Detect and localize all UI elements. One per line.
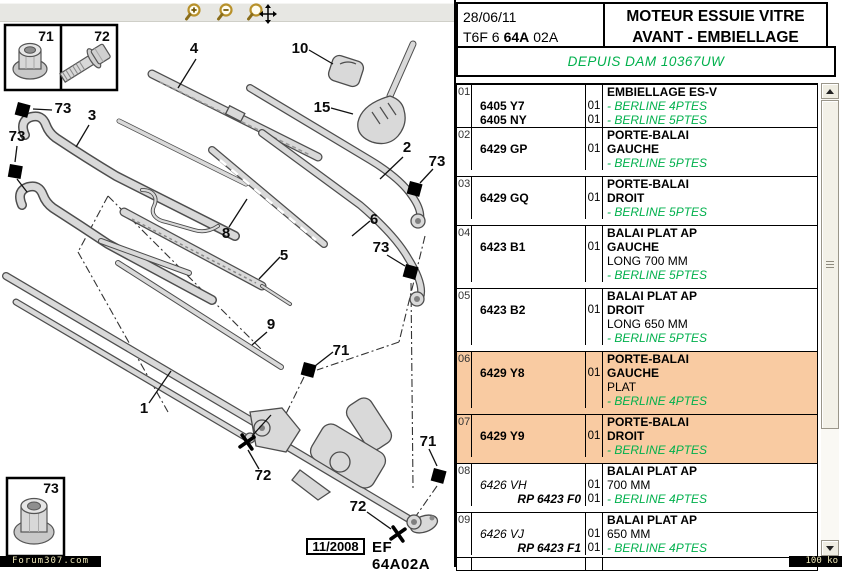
description-line: - BERLINE 5PTES xyxy=(607,205,708,219)
table-row[interactable] xyxy=(457,226,817,289)
description-line: PORTE-BALAI xyxy=(607,177,689,191)
part-number xyxy=(480,380,585,394)
callout-15: 15 xyxy=(313,99,331,116)
quantity: 01 xyxy=(587,192,601,204)
part-number-cell xyxy=(472,352,586,408)
quantity xyxy=(586,226,602,240)
marker-71-bottom xyxy=(431,468,447,484)
quantity-cell xyxy=(586,177,603,219)
description-line: - BERLINE 5PTES xyxy=(607,331,708,345)
description-cell xyxy=(603,85,817,127)
quantity xyxy=(586,394,602,408)
quantity: 01 xyxy=(587,479,601,491)
description-line: LONG 700 MM xyxy=(607,254,688,268)
quantity-cell xyxy=(586,226,603,282)
quantity xyxy=(586,205,602,219)
description-line: GAUCHE xyxy=(607,240,660,254)
inset-label-71: 71 xyxy=(38,28,54,44)
inset-fastener-71-72 xyxy=(5,25,117,90)
callout-73-a: 73 xyxy=(54,100,72,117)
description-line: EMBIELLAGE ES-V xyxy=(607,85,718,99)
part-number: RP 6423 F0 xyxy=(517,492,581,506)
part-number-cell xyxy=(472,177,586,219)
table-row[interactable] xyxy=(457,513,817,558)
callout-2: 2 xyxy=(402,139,412,156)
quantity-cell xyxy=(586,128,603,170)
part-number-cell xyxy=(472,289,586,345)
callout-73-b: 73 xyxy=(8,128,26,145)
quantity xyxy=(586,268,602,282)
description-line: BALAI PLAT AP xyxy=(607,513,697,527)
description-line: DROIT xyxy=(607,303,645,317)
quantity: 01 xyxy=(587,143,601,155)
callout-73-d: 73 xyxy=(372,239,390,256)
table-row[interactable] xyxy=(457,352,817,415)
callout-3: 3 xyxy=(87,107,97,124)
quantity: 01 xyxy=(587,100,601,112)
row-ref-number: 04 xyxy=(457,226,472,282)
vertical-scrollbar[interactable] xyxy=(821,83,839,556)
quantity xyxy=(586,317,602,331)
quantity: 01 xyxy=(587,241,601,253)
description-line: - BERLINE 5PTES xyxy=(607,156,708,170)
description-cell xyxy=(603,464,817,506)
description-line: PORTE-BALAI xyxy=(607,128,689,142)
part-number: 6423 B1 xyxy=(480,240,526,254)
header-reference-cell xyxy=(458,4,605,46)
part-number xyxy=(480,352,585,366)
part-number xyxy=(480,289,585,303)
description-cell xyxy=(603,177,817,219)
quantity-cell xyxy=(586,352,603,408)
row-ref-number: 06 xyxy=(457,352,472,408)
table-row[interactable] xyxy=(457,177,817,226)
table-row[interactable] xyxy=(457,289,817,352)
description-cell xyxy=(603,513,817,555)
description-line: BALAI PLAT AP xyxy=(607,226,697,240)
description-cell xyxy=(603,226,817,282)
part-number: 6429 GQ xyxy=(480,191,529,205)
marker-73-left xyxy=(8,164,23,179)
table-row[interactable] xyxy=(457,415,817,464)
description-line: - BERLINE 5PTES xyxy=(607,113,708,127)
part-number-cell xyxy=(472,85,586,127)
description-cell xyxy=(603,289,817,345)
quantity xyxy=(586,289,602,303)
table-row[interactable] xyxy=(457,464,817,513)
quantity xyxy=(586,415,602,429)
part-number xyxy=(480,268,585,282)
part-number: 6429 Y8 xyxy=(480,366,525,380)
description-line: 650 MM xyxy=(607,527,651,541)
quantity: 01 xyxy=(587,367,601,379)
description-cell xyxy=(603,415,817,457)
diagram-plate-code: EF 64A02A xyxy=(372,539,431,573)
part-number: 6426 VH xyxy=(480,478,527,492)
quantity: 01 xyxy=(587,528,601,540)
row-ref-number: 07 xyxy=(457,415,472,457)
catalog-header xyxy=(456,2,828,48)
description-line: BALAI PLAT AP xyxy=(607,464,697,478)
quantity xyxy=(586,254,602,268)
header-date: 28/06/11 xyxy=(463,9,517,25)
description-line: GAUCHE xyxy=(607,142,660,156)
quantity xyxy=(586,331,602,345)
scroll-up-button[interactable] xyxy=(821,83,839,99)
row-ref-number: 08 xyxy=(457,464,472,506)
description-line: PORTE-BALAI xyxy=(607,352,689,366)
callout-1: 1 xyxy=(139,400,149,417)
row-ref-number: 02 xyxy=(457,128,472,170)
quantity: 01 xyxy=(587,304,601,316)
quantity-cell xyxy=(586,464,603,506)
table-row[interactable] xyxy=(457,128,817,177)
part-number-cell xyxy=(472,226,586,282)
description-line: - BERLINE 4PTES xyxy=(607,99,708,113)
quantity-cell xyxy=(586,513,603,555)
scroll-down-button[interactable] xyxy=(821,540,839,556)
callout-4: 4 xyxy=(189,40,199,57)
inset-label-73: 73 xyxy=(43,480,59,496)
quantity: 01 xyxy=(587,114,601,126)
callout-71-b: 71 xyxy=(419,433,437,450)
description-line: PLAT xyxy=(607,380,637,394)
description-line: - BERLINE 4PTES xyxy=(607,394,708,408)
description-line: LONG 650 MM xyxy=(607,317,688,331)
row-ref-number: 09 xyxy=(457,513,472,555)
part-number xyxy=(480,415,585,429)
header-code-bold: 64A xyxy=(503,29,530,45)
marker-71-mid xyxy=(301,362,317,378)
parts-list-pane xyxy=(456,0,842,567)
description-line: - BERLINE 4PTES xyxy=(607,492,708,506)
callout-73-c: 73 xyxy=(428,153,446,170)
quantity-cell xyxy=(586,289,603,345)
part-number xyxy=(480,513,585,527)
callout-8: 8 xyxy=(221,225,231,242)
part-number xyxy=(480,156,585,170)
callout-10: 10 xyxy=(291,40,309,57)
callout-6: 6 xyxy=(369,211,379,228)
part-number-cell xyxy=(472,128,586,170)
row-ref-number: 01 xyxy=(457,85,472,127)
description-line: PORTE-BALAI xyxy=(607,415,689,429)
quantity xyxy=(586,380,602,394)
row-ref-number: 05 xyxy=(457,289,472,345)
callout-72-b: 72 xyxy=(349,498,367,515)
quantity xyxy=(586,128,602,142)
part-number xyxy=(480,205,585,219)
part-number: 6423 B2 xyxy=(480,303,526,317)
part-number xyxy=(480,394,585,408)
quantity: 01 xyxy=(587,493,601,505)
quantity xyxy=(586,177,602,191)
callout-9: 9 xyxy=(266,316,276,333)
page-title-line1: MOTEUR ESSUIE VITRE xyxy=(626,8,805,25)
description-line: GAUCHE xyxy=(607,366,660,380)
quantity xyxy=(586,156,602,170)
parts-table xyxy=(456,83,818,571)
description-line: - BERLINE 4PTES xyxy=(607,541,708,555)
description-line: 700 MM xyxy=(607,478,651,492)
description-line: BALAI PLAT AP xyxy=(607,289,697,303)
quantity: 01 xyxy=(587,542,601,554)
scroll-down-icon xyxy=(826,546,834,551)
description-cell xyxy=(603,352,817,408)
header-code xyxy=(463,27,603,47)
part-number: 6405 Y7 xyxy=(480,99,525,113)
description-line: - BERLINE 5PTES xyxy=(607,268,708,282)
watermark-label: Forum307.com xyxy=(0,556,101,567)
part-number xyxy=(480,443,585,457)
part-number-cell xyxy=(472,464,586,506)
part-number xyxy=(480,331,585,345)
description-line: DROIT xyxy=(607,191,645,205)
quantity: 01 xyxy=(587,430,601,442)
row-ref-number: 03 xyxy=(457,177,472,219)
part-number: 6429 Y9 xyxy=(480,429,525,443)
callout-5: 5 xyxy=(279,247,289,264)
page-title-line2: AVANT - EMBIELLAGE xyxy=(632,29,799,46)
part-number: 6429 GP xyxy=(480,142,528,156)
part-number xyxy=(480,177,585,191)
header-title-cell xyxy=(605,4,826,46)
callout-72-a: 72 xyxy=(254,467,272,484)
part-number xyxy=(480,317,585,331)
quantity-cell xyxy=(586,415,603,457)
part-number xyxy=(480,254,585,268)
part-number: 6426 VJ xyxy=(480,527,525,541)
scrollbar-thumb[interactable] xyxy=(821,100,839,429)
quantity xyxy=(586,352,602,366)
header-code-suffix: 02A xyxy=(533,29,559,45)
quantity xyxy=(586,464,602,478)
applicability-band: DEPUIS DAM 10367UW xyxy=(456,46,836,77)
table-row-stub xyxy=(457,558,817,570)
callout-71-a: 71 xyxy=(332,342,350,359)
diagram-date-box: 11/2008 xyxy=(306,538,365,555)
quantity-cell xyxy=(586,85,603,127)
scroll-up-icon xyxy=(826,89,834,94)
part-number xyxy=(480,85,585,99)
description-line: DROIT xyxy=(607,429,645,443)
part-number-cell xyxy=(472,415,586,457)
inset-fastener-73 xyxy=(7,478,64,556)
part-number xyxy=(480,464,585,478)
part-number: RP 6423 F1 xyxy=(517,541,581,555)
part-number-cell xyxy=(472,513,586,555)
table-row[interactable] xyxy=(457,85,817,128)
part-number xyxy=(480,128,585,142)
part-number: 6405 NY xyxy=(480,113,527,127)
file-size-label: 100 ko xyxy=(789,556,842,567)
quantity xyxy=(586,85,602,99)
quantity xyxy=(586,513,602,527)
quantity xyxy=(586,443,602,457)
scrollbar-grip-icon xyxy=(826,261,834,269)
part-number xyxy=(480,226,585,240)
header-code-prefix: T6F 6 xyxy=(463,29,500,45)
description-cell xyxy=(603,128,817,170)
inset-label-72: 72 xyxy=(94,28,110,44)
description-line: - BERLINE 4PTES xyxy=(607,443,708,457)
